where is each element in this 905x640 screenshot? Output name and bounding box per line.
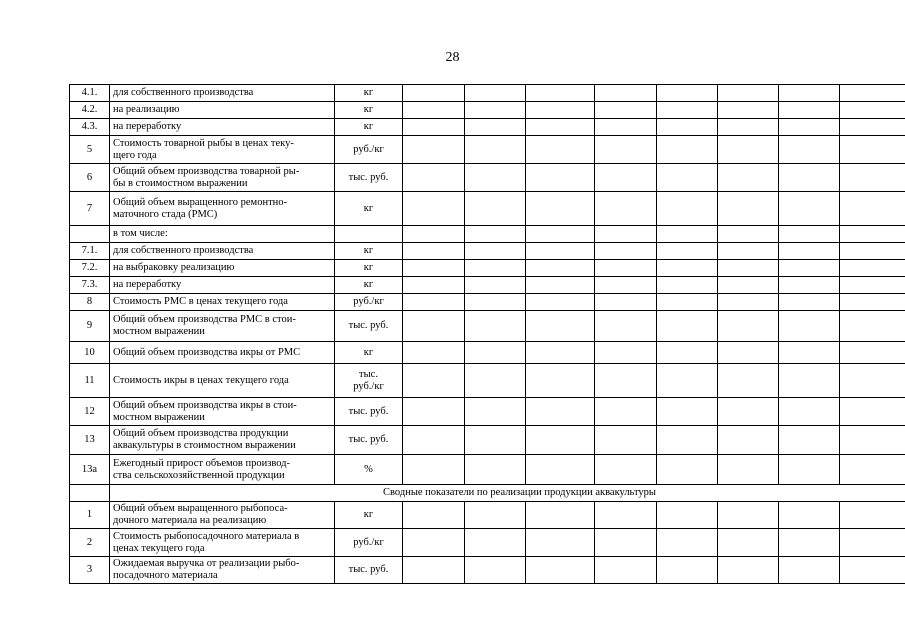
value-cell <box>840 260 905 277</box>
value-cell <box>595 243 657 260</box>
value-cell <box>718 398 779 426</box>
value-cell <box>403 557 465 584</box>
value-cell <box>595 260 657 277</box>
value-cell <box>718 557 779 584</box>
table-row <box>70 136 905 164</box>
table-row <box>70 260 905 277</box>
unit-cell: кг <box>335 119 403 136</box>
value-cell <box>840 364 905 398</box>
value-cell <box>840 277 905 294</box>
value-cell <box>465 342 526 364</box>
unit-cell: руб./кг <box>335 529 403 557</box>
value-cell <box>526 164 595 192</box>
value-cell <box>718 426 779 455</box>
value-cell <box>840 426 905 455</box>
indicator-name-cell: Общий объем производства товарной ры- бы в стоимостном выражении <box>110 164 335 192</box>
indicator-name-cell: Стоимость рыбопосадочного материала в ценах текущего года <box>110 529 335 557</box>
value-cell <box>718 342 779 364</box>
value-cell <box>465 164 526 192</box>
value-cell <box>718 85 779 102</box>
value-cell <box>718 529 779 557</box>
value-cell <box>595 455 657 485</box>
indicator-name-cell: для собственного производства <box>110 243 335 260</box>
value-cell <box>657 192 718 226</box>
table-row <box>70 502 905 529</box>
value-cell <box>595 294 657 311</box>
table-row <box>70 455 905 485</box>
value-cell <box>403 294 465 311</box>
table-row <box>70 426 905 455</box>
table-row <box>70 243 905 260</box>
value-cell <box>779 277 840 294</box>
value-cell <box>595 502 657 529</box>
value-cell <box>840 136 905 164</box>
indicator-name-cell: на переработку <box>110 119 335 136</box>
unit-cell: тыс. руб./кг <box>335 364 403 398</box>
value-cell <box>718 260 779 277</box>
value-cell <box>779 260 840 277</box>
unit-cell: тыс. руб. <box>335 311 403 342</box>
value-cell <box>465 557 526 584</box>
row-number-cell: 13а <box>70 455 110 485</box>
value-cell <box>840 164 905 192</box>
row-number-cell: 1 <box>70 502 110 529</box>
unit-cell: руб./кг <box>335 136 403 164</box>
value-cell <box>657 294 718 311</box>
indicator-name-cell: на реализацию <box>110 102 335 119</box>
unit-cell: кг <box>335 502 403 529</box>
indicator-name-cell: на выбраковку реализацию <box>110 260 335 277</box>
value-cell <box>465 277 526 294</box>
row-number-cell: 4.3. <box>70 119 110 136</box>
row-number-cell: 4.1. <box>70 85 110 102</box>
value-cell <box>526 398 595 426</box>
unit-cell <box>335 226 403 243</box>
value-cell <box>403 119 465 136</box>
indicators-table <box>69 84 905 584</box>
value-cell <box>779 502 840 529</box>
value-cell <box>403 260 465 277</box>
value-cell <box>657 164 718 192</box>
row-number-cell: 8 <box>70 294 110 311</box>
value-cell <box>403 502 465 529</box>
value-cell <box>526 294 595 311</box>
value-cell <box>840 294 905 311</box>
value-cell <box>595 85 657 102</box>
indicator-name-cell: Общий объем выращенного рыбопоса- дочного материала на реализацию <box>110 502 335 529</box>
value-cell <box>657 243 718 260</box>
value-cell <box>779 119 840 136</box>
unit-cell: % <box>335 455 403 485</box>
value-cell <box>465 364 526 398</box>
table-row <box>70 119 905 136</box>
value-cell <box>595 529 657 557</box>
row-number-cell: 7 <box>70 192 110 226</box>
value-cell <box>779 426 840 455</box>
value-cell <box>840 455 905 485</box>
value-cell <box>657 311 718 342</box>
value-cell <box>718 164 779 192</box>
value-cell <box>526 557 595 584</box>
value-cell <box>718 277 779 294</box>
value-cell <box>657 226 718 243</box>
value-cell <box>465 260 526 277</box>
value-cell <box>840 342 905 364</box>
value-cell <box>718 136 779 164</box>
unit-cell: тыс. руб. <box>335 557 403 584</box>
value-cell <box>465 502 526 529</box>
value-cell <box>465 426 526 455</box>
unit-cell: тыс. руб. <box>335 398 403 426</box>
value-cell <box>526 426 595 455</box>
indicator-name-cell: Стоимость икры в ценах текущего года <box>110 364 335 398</box>
value-cell <box>465 102 526 119</box>
value-cell <box>465 136 526 164</box>
row-number-cell: 2 <box>70 529 110 557</box>
value-cell <box>465 294 526 311</box>
section-header-row <box>70 485 905 502</box>
value-cell <box>779 243 840 260</box>
value-cell <box>779 398 840 426</box>
value-cell <box>403 192 465 226</box>
unit-cell: кг <box>335 277 403 294</box>
value-cell <box>595 102 657 119</box>
value-cell <box>657 342 718 364</box>
row-number-cell: 4.2. <box>70 102 110 119</box>
value-cell <box>779 85 840 102</box>
value-cell <box>526 192 595 226</box>
value-cell <box>779 342 840 364</box>
row-number-cell: 11 <box>70 364 110 398</box>
value-cell <box>840 192 905 226</box>
table-row <box>70 294 905 311</box>
value-cell <box>403 311 465 342</box>
value-cell <box>840 529 905 557</box>
value-cell <box>657 85 718 102</box>
value-cell <box>465 226 526 243</box>
value-cell <box>779 226 840 243</box>
page-number: 28 <box>445 50 460 65</box>
indicator-name-cell: в том числе: <box>110 226 335 243</box>
value-cell <box>403 164 465 192</box>
value-cell <box>657 529 718 557</box>
value-cell <box>718 455 779 485</box>
value-cell <box>526 119 595 136</box>
unit-cell: тыс. руб. <box>335 426 403 455</box>
row-number-cell: 6 <box>70 164 110 192</box>
value-cell <box>595 164 657 192</box>
value-cell <box>595 192 657 226</box>
value-cell <box>657 136 718 164</box>
unit-cell: кг <box>335 85 403 102</box>
row-number-cell <box>70 485 110 502</box>
value-cell <box>779 364 840 398</box>
table-row <box>70 226 905 243</box>
value-cell <box>779 311 840 342</box>
table-row <box>70 102 905 119</box>
value-cell <box>840 226 905 243</box>
value-cell <box>718 502 779 529</box>
indicator-name-cell: для собственного производства <box>110 85 335 102</box>
value-cell <box>840 502 905 529</box>
value-cell <box>595 426 657 455</box>
value-cell <box>779 455 840 485</box>
value-cell <box>526 277 595 294</box>
value-cell <box>718 243 779 260</box>
value-cell <box>526 455 595 485</box>
value-cell <box>403 102 465 119</box>
unit-cell: кг <box>335 243 403 260</box>
value-cell <box>465 398 526 426</box>
value-cell <box>403 342 465 364</box>
value-cell <box>403 243 465 260</box>
value-cell <box>840 557 905 584</box>
value-cell <box>840 311 905 342</box>
value-cell <box>465 119 526 136</box>
value-cell <box>840 85 905 102</box>
value-cell <box>465 85 526 102</box>
value-cell <box>657 364 718 398</box>
value-cell <box>403 277 465 294</box>
value-cell <box>657 119 718 136</box>
indicator-name-cell: на переработку <box>110 277 335 294</box>
value-cell <box>595 342 657 364</box>
value-cell <box>840 243 905 260</box>
value-cell <box>403 85 465 102</box>
value-cell <box>526 226 595 243</box>
value-cell <box>403 136 465 164</box>
unit-cell: кг <box>335 260 403 277</box>
value-cell <box>465 192 526 226</box>
value-cell <box>657 260 718 277</box>
indicator-name-cell: Общий объем производства икры в стои- мостном выражении <box>110 398 335 426</box>
value-cell <box>595 136 657 164</box>
table-row <box>70 529 905 557</box>
row-number-cell: 10 <box>70 342 110 364</box>
value-cell <box>595 398 657 426</box>
indicator-name-cell: Стоимость РМС в ценах текущего года <box>110 294 335 311</box>
value-cell <box>779 136 840 164</box>
value-cell <box>595 364 657 398</box>
value-cell <box>779 164 840 192</box>
value-cell <box>657 102 718 119</box>
value-cell <box>465 455 526 485</box>
value-cell <box>779 294 840 311</box>
value-cell <box>779 192 840 226</box>
value-cell <box>465 311 526 342</box>
unit-cell: кг <box>335 342 403 364</box>
value-cell <box>403 398 465 426</box>
value-cell <box>657 277 718 294</box>
value-cell <box>840 119 905 136</box>
table-row <box>70 398 905 426</box>
row-number-cell: 3 <box>70 557 110 584</box>
value-cell <box>718 102 779 119</box>
value-cell <box>465 529 526 557</box>
row-number-cell: 13 <box>70 426 110 455</box>
value-cell <box>595 119 657 136</box>
value-cell <box>526 529 595 557</box>
table-row <box>70 342 905 364</box>
value-cell <box>526 136 595 164</box>
value-cell <box>657 455 718 485</box>
value-cell <box>779 102 840 119</box>
section-header: Сводные показатели по реализации продукции аквакультуры <box>110 485 905 502</box>
value-cell <box>779 557 840 584</box>
value-cell <box>526 364 595 398</box>
value-cell <box>403 529 465 557</box>
value-cell <box>657 398 718 426</box>
row-number-cell: 9 <box>70 311 110 342</box>
value-cell <box>403 426 465 455</box>
table-row <box>70 364 905 398</box>
value-cell <box>403 226 465 243</box>
value-cell <box>526 311 595 342</box>
value-cell <box>526 502 595 529</box>
value-cell <box>465 243 526 260</box>
indicator-name-cell: Стоимость товарной рыбы в ценах теку- щего года <box>110 136 335 164</box>
value-cell <box>718 294 779 311</box>
indicator-name-cell: Общий объем производства продукции аквакультуры в стоимостном выражении <box>110 426 335 455</box>
row-number-cell: 7.3. <box>70 277 110 294</box>
indicator-name-cell: Общий объем производства РМС в стои- мостном выражении <box>110 311 335 342</box>
value-cell <box>526 342 595 364</box>
value-cell <box>718 192 779 226</box>
row-number-cell <box>70 226 110 243</box>
value-cell <box>779 529 840 557</box>
unit-cell: руб./кг <box>335 294 403 311</box>
value-cell <box>595 557 657 584</box>
unit-cell: тыс. руб. <box>335 164 403 192</box>
value-cell <box>526 102 595 119</box>
value-cell <box>595 277 657 294</box>
value-cell <box>718 226 779 243</box>
value-cell <box>840 398 905 426</box>
value-cell <box>526 85 595 102</box>
table-row <box>70 557 905 584</box>
value-cell <box>403 455 465 485</box>
row-number-cell: 7.1. <box>70 243 110 260</box>
table-row <box>70 277 905 294</box>
value-cell <box>718 311 779 342</box>
table-row <box>70 164 905 192</box>
indicator-name-cell: Общий объем выращенного ремонтно- маточного стада (РМС) <box>110 192 335 226</box>
value-cell <box>840 102 905 119</box>
unit-cell: кг <box>335 192 403 226</box>
table-row <box>70 192 905 226</box>
value-cell <box>657 502 718 529</box>
value-cell <box>595 311 657 342</box>
table-row <box>70 311 905 342</box>
table-row <box>70 85 905 102</box>
value-cell <box>403 364 465 398</box>
indicator-name-cell: Ежегодный прирост объемов производ- ства сельскохозяйственной продукции <box>110 455 335 485</box>
row-number-cell: 12 <box>70 398 110 426</box>
indicator-name-cell: Ожидаемая выручка от реализации рыбо- посадочного материала <box>110 557 335 584</box>
value-cell <box>526 243 595 260</box>
value-cell <box>595 226 657 243</box>
row-number-cell: 7.2. <box>70 260 110 277</box>
value-cell <box>718 364 779 398</box>
value-cell <box>718 119 779 136</box>
unit-cell: кг <box>335 102 403 119</box>
indicator-name-cell: Общий объем производства икры от РМС <box>110 342 335 364</box>
row-number-cell: 5 <box>70 136 110 164</box>
value-cell <box>526 260 595 277</box>
value-cell <box>657 426 718 455</box>
value-cell <box>657 557 718 584</box>
